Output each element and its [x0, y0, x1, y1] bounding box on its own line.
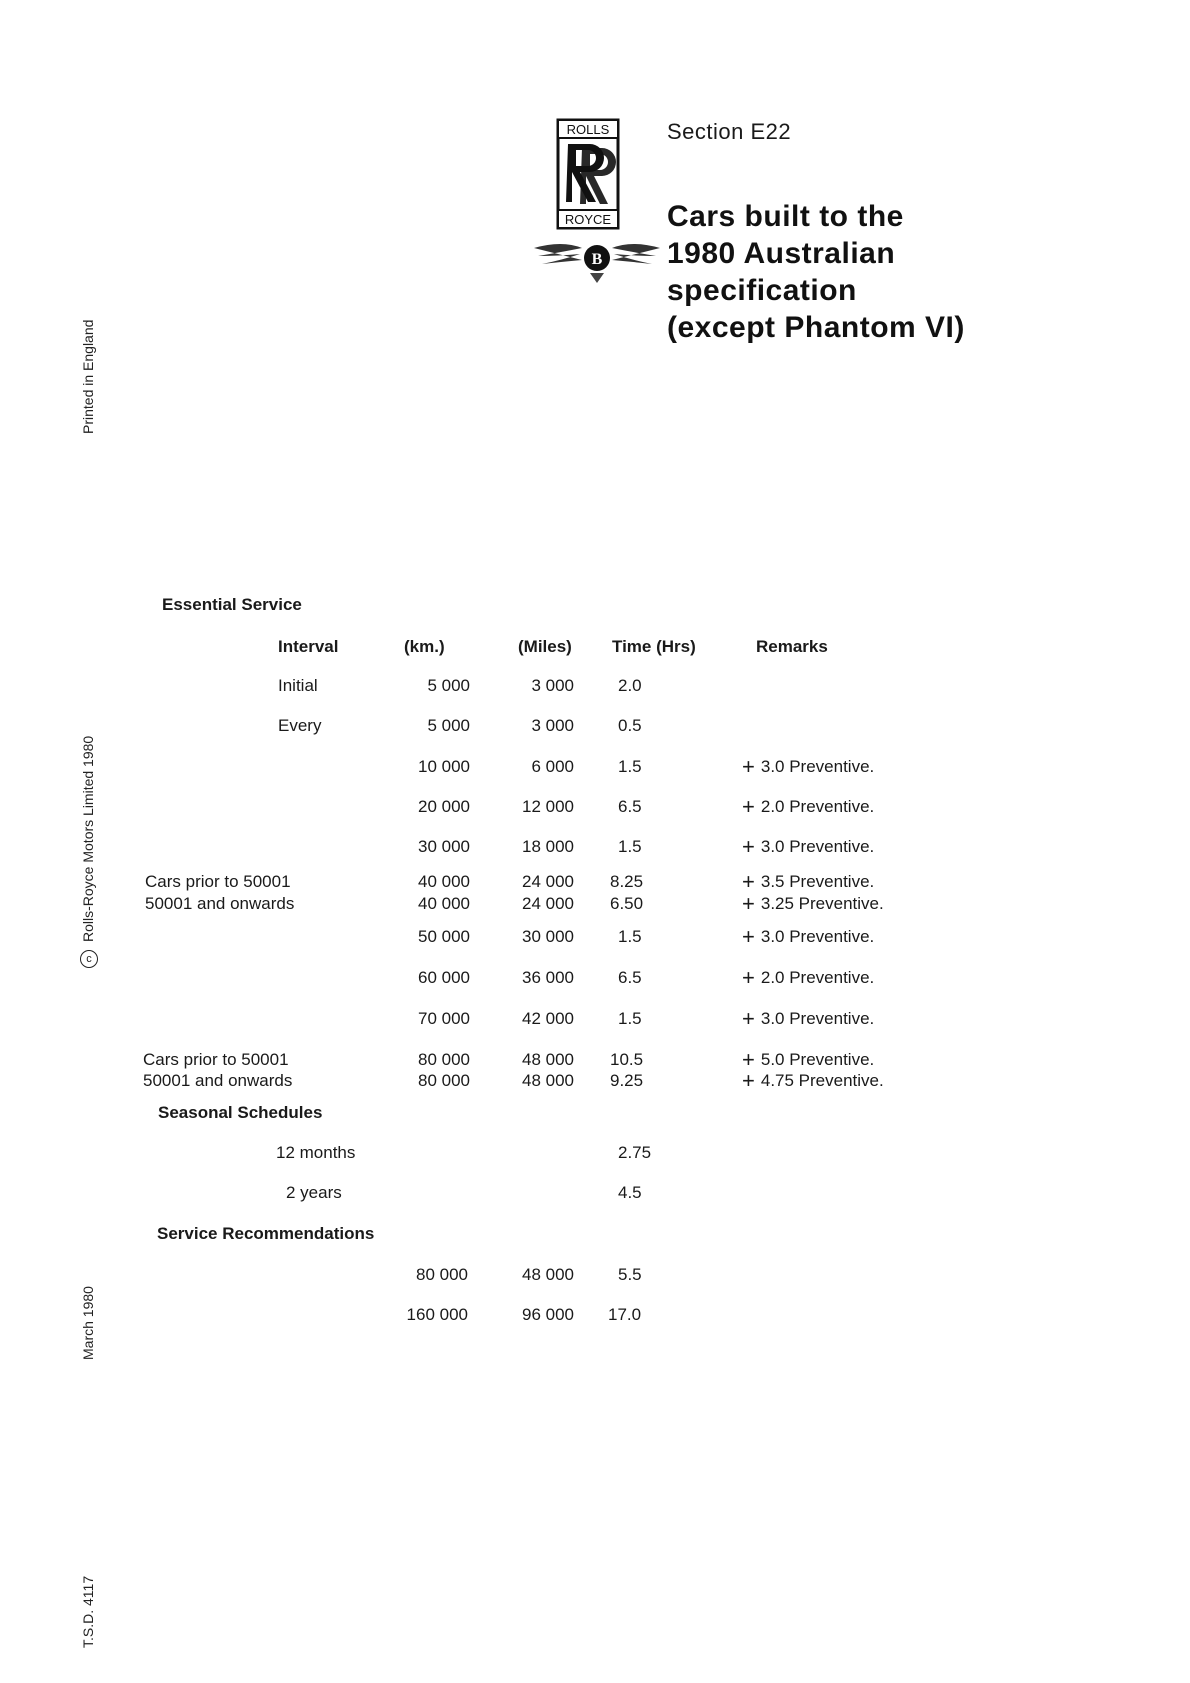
plus-icon: + [742, 834, 755, 859]
recommendation-miles: 96 000 [522, 1305, 574, 1324]
row-time: 9.25 [610, 1071, 644, 1090]
recommendation-km: 80 000 [416, 1265, 468, 1284]
row-miles: 24 000 [522, 894, 574, 913]
plus-icon: + [742, 891, 755, 916]
publication-date: March 1980 [80, 1286, 96, 1360]
row-time: 1.5 [618, 927, 642, 946]
remark-text: 3.0 Preventive. [760, 1009, 875, 1028]
row-km: 40 000 [418, 894, 470, 913]
column-header-km: (km.) [404, 637, 445, 656]
row-label: Initial [278, 676, 318, 695]
row-time: 6.50 [610, 894, 644, 913]
title-line: (except Phantom VI) [667, 311, 965, 344]
row-label: 50001 and onwards [145, 894, 295, 913]
logo-bottom-text: ROYCE [564, 212, 612, 227]
seasonal-time: 4.5 [618, 1183, 642, 1202]
plus-icon: + [742, 794, 755, 819]
remark-text: 3.5 Preventive. [760, 872, 875, 891]
plus-icon: + [742, 1006, 755, 1031]
row-miles: 48 000 [522, 1050, 574, 1069]
row-km: 40 000 [418, 872, 470, 891]
row-label: Cars prior to 50001 [145, 872, 291, 891]
seasonal-label: 2 years [286, 1183, 342, 1202]
remark-text: 3.0 Preventive. [760, 837, 875, 856]
plus-icon: + [742, 754, 755, 779]
row-km: 60 000 [418, 968, 470, 987]
row-time: 8.25 [610, 872, 644, 891]
row-km: 80 000 [418, 1050, 470, 1069]
remark-text: 3.0 Preventive. [760, 927, 875, 946]
printed-in-england: Printed in England [80, 319, 96, 434]
row-time: 1.5 [618, 1009, 642, 1028]
title-line: Cars built to the [667, 200, 904, 233]
copyright-icon: c [80, 950, 98, 968]
remark-text: 2.0 Preventive. [760, 968, 875, 987]
row-km: 70 000 [418, 1009, 470, 1028]
row-time: 0.5 [618, 716, 642, 735]
row-km: 10 000 [418, 757, 470, 776]
recommendation-time: 5.5 [618, 1265, 642, 1284]
document-title [667, 198, 965, 346]
column-header-miles: (Miles) [518, 637, 572, 656]
rr-badge-icon [558, 120, 618, 228]
row-time: 6.5 [618, 968, 642, 987]
row-km: 5 000 [427, 716, 470, 735]
row-remark [742, 891, 884, 917]
row-miles: 42 000 [522, 1009, 574, 1028]
row-remark [742, 1068, 884, 1094]
seasonal-time: 2.75 [618, 1143, 652, 1162]
row-km: 5 000 [427, 676, 470, 695]
row-miles: 48 000 [522, 1071, 574, 1090]
plus-icon: + [742, 1068, 755, 1093]
row-km: 30 000 [418, 837, 470, 856]
row-remark [742, 794, 874, 820]
essential-service-heading: Essential Service [162, 595, 302, 614]
emblem-letter: B [591, 251, 603, 268]
row-time: 1.5 [618, 837, 642, 856]
plus-icon: + [742, 965, 755, 990]
section-label: Section E22 [667, 119, 792, 144]
row-miles: 18 000 [522, 837, 574, 856]
logo-top-text: ROLLS [566, 122, 610, 137]
row-remark [742, 924, 874, 950]
row-remark [742, 1006, 874, 1032]
row-miles: 3 000 [531, 716, 574, 735]
row-miles: 36 000 [522, 968, 574, 987]
row-label: 50001 and onwards [143, 1071, 293, 1090]
bentley-winged-b-icon [534, 244, 660, 283]
plus-icon: + [742, 924, 755, 949]
seasonal-schedules-heading: Seasonal Schedules [158, 1103, 323, 1122]
row-label: Every [278, 716, 322, 735]
recommendation-time: 17.0 [608, 1305, 642, 1324]
row-time: 10.5 [610, 1050, 644, 1069]
plus-icon: + [742, 869, 755, 894]
row-remark [742, 965, 874, 991]
seasonal-label: 12 months [276, 1143, 356, 1162]
remark-text: 2.0 Preventive. [760, 797, 875, 816]
recommendation-miles: 48 000 [522, 1265, 574, 1284]
row-label: Cars prior to 50001 [143, 1050, 289, 1069]
copyright-text: Rolls-Royce Motors Limited 1980 [80, 735, 96, 942]
row-km: 20 000 [418, 797, 470, 816]
title-line: 1980 Australian [667, 237, 896, 270]
service-recommendations-heading: Service Recommendations [157, 1224, 375, 1243]
recommendation-km: 160 000 [406, 1305, 468, 1324]
remark-text: 3.25 Preventive. [760, 894, 884, 913]
row-miles: 3 000 [531, 676, 574, 695]
column-header-interval: Interval [278, 637, 339, 656]
row-miles: 6 000 [531, 757, 574, 776]
title-line: specification [667, 274, 857, 307]
row-miles: 12 000 [522, 797, 574, 816]
row-remark [742, 834, 874, 860]
plus-icon: + [742, 1047, 755, 1072]
document-reference: T.S.D. 4117 [80, 1575, 96, 1648]
row-remark [742, 754, 874, 780]
row-miles: 30 000 [522, 927, 574, 946]
rolls-royce-bentley-logo [532, 118, 662, 290]
remark-text: 3.0 Preventive. [760, 757, 875, 776]
row-km: 80 000 [418, 1071, 470, 1090]
column-header-remarks: Remarks [756, 637, 828, 656]
remark-text: 4.75 Preventive. [760, 1071, 884, 1090]
remark-text: 5.0 Preventive. [760, 1050, 875, 1069]
row-time: 6.5 [618, 797, 642, 816]
row-time: 1.5 [618, 757, 642, 776]
row-km: 50 000 [418, 927, 470, 946]
row-time: 2.0 [618, 676, 642, 695]
row-miles: 24 000 [522, 872, 574, 891]
copyright-notice [80, 736, 98, 968]
column-header-time: Time (Hrs) [612, 637, 696, 656]
